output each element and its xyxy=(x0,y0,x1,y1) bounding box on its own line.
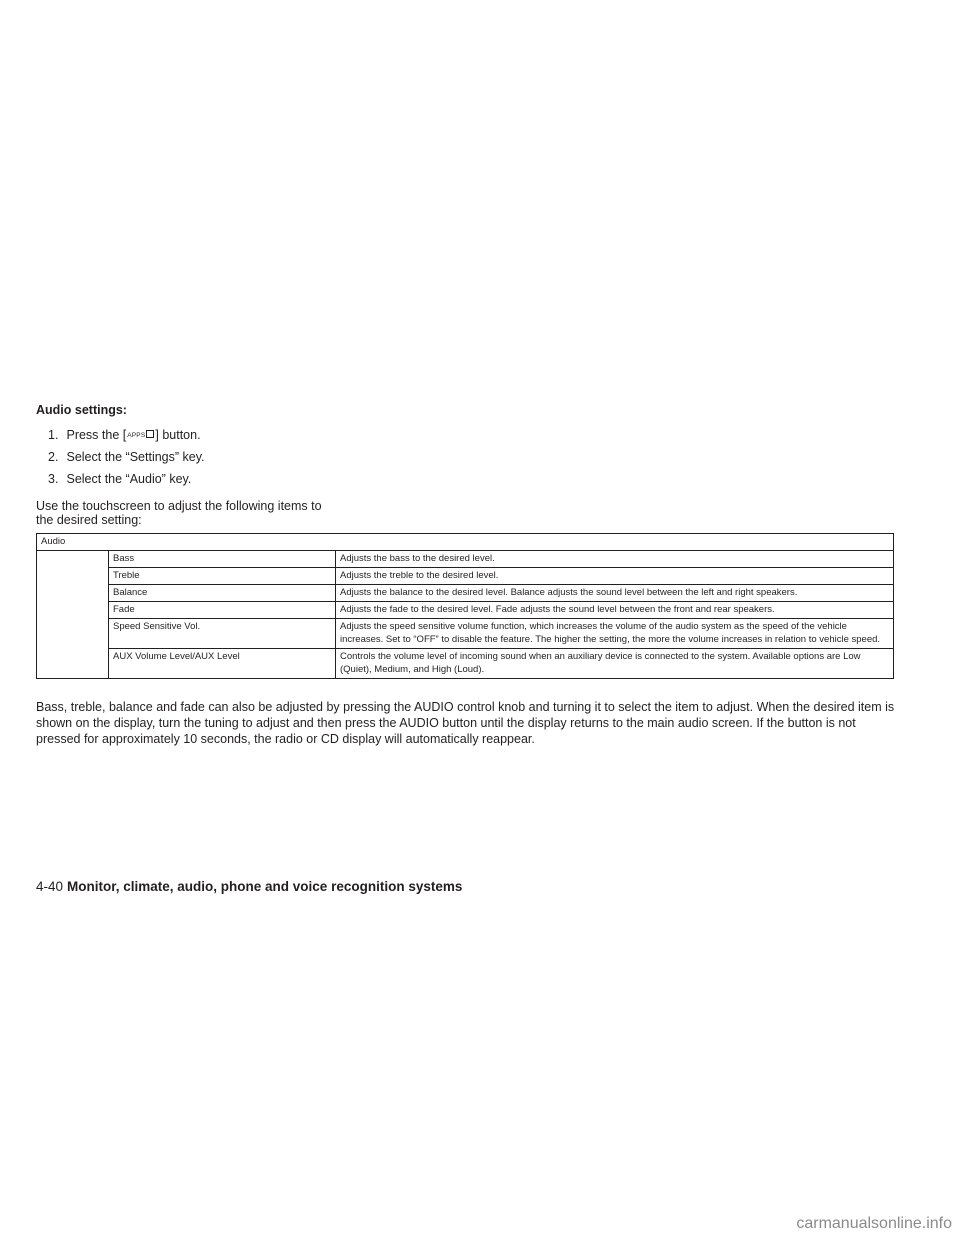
body-paragraph: Bass, treble, balance and fade can also be adjusted by pressing the AUDIO control knob and turning it to select the item to adjust. When the desired item is shown on the display, turn the tuning to adjust and then press the AUDIO button until the display returns to the main audio screen. If the button is not pressed for approximately 10 seconds, the radio or CD display will automatically reappear. xyxy=(36,700,895,746)
step-item xyxy=(48,449,205,471)
step-item xyxy=(48,471,205,493)
chapter-title: Monitor, climate, audio, phone and voice recognition systems xyxy=(67,879,463,894)
setting-name: Fade xyxy=(109,602,336,619)
table-header: Audio xyxy=(37,534,894,551)
table-header-row xyxy=(37,534,894,551)
setting-desc: Adjusts the balance to the desired level. Balance adjusts the sound level between the left and right speakers. xyxy=(336,585,894,602)
site-watermark: carmanualsonline.info xyxy=(796,1215,952,1232)
intro-text: Use the touchscreen to adjust the following items to the desired setting: xyxy=(36,499,322,527)
apps-button-label: APPS xyxy=(127,432,146,439)
setting-name: Treble xyxy=(109,568,336,585)
indent-cell xyxy=(37,551,109,679)
audio-settings-table xyxy=(36,533,894,679)
setting-name: Speed Sensitive Vol. xyxy=(109,619,336,649)
setting-name: Bass xyxy=(109,551,336,568)
table-row xyxy=(37,568,894,585)
step-item xyxy=(48,427,205,449)
apps-button-icon xyxy=(126,430,155,440)
step-text-after: ] button. xyxy=(155,428,201,442)
table-row xyxy=(37,585,894,602)
setting-name: AUX Volume Level/AUX Level xyxy=(109,649,336,679)
table-row xyxy=(37,619,894,649)
setting-name: Balance xyxy=(109,585,336,602)
setting-desc: Adjusts the bass to the desired level. xyxy=(336,551,894,568)
step-number: 1. xyxy=(48,428,59,442)
table-row xyxy=(37,649,894,679)
page-footer xyxy=(36,879,462,894)
setting-desc: Adjusts the speed sensitive volume function, which increases the volume of the audio system as the speed of the vehicle increases. Set to “OFF” to disable the feature. The higher the setting, the more the volume increases in relation to vehicle speed. xyxy=(336,619,894,649)
step-number: 2. xyxy=(48,450,59,464)
step-text: Select the “Audio” key. xyxy=(66,472,192,486)
step-number: 3. xyxy=(48,472,59,486)
setting-desc: Controls the volume level of incoming sound when an auxiliary device is connected to the system. Available options are Low (Quiet), Medium, and High (Loud). xyxy=(336,649,894,679)
page-number: 4-40 xyxy=(36,879,64,894)
table-row xyxy=(37,602,894,619)
step-text: Press the [ xyxy=(66,428,127,442)
section-heading: Audio settings: xyxy=(36,403,127,417)
steps-list xyxy=(48,427,205,493)
apps-box-icon xyxy=(146,430,154,438)
table-row xyxy=(37,551,894,568)
step-text: Select the “Settings” key. xyxy=(66,450,205,464)
setting-desc: Adjusts the fade to the desired level. Fade adjusts the sound level between the front and rear speakers. xyxy=(336,602,894,619)
setting-desc: Adjusts the treble to the desired level. xyxy=(336,568,894,585)
